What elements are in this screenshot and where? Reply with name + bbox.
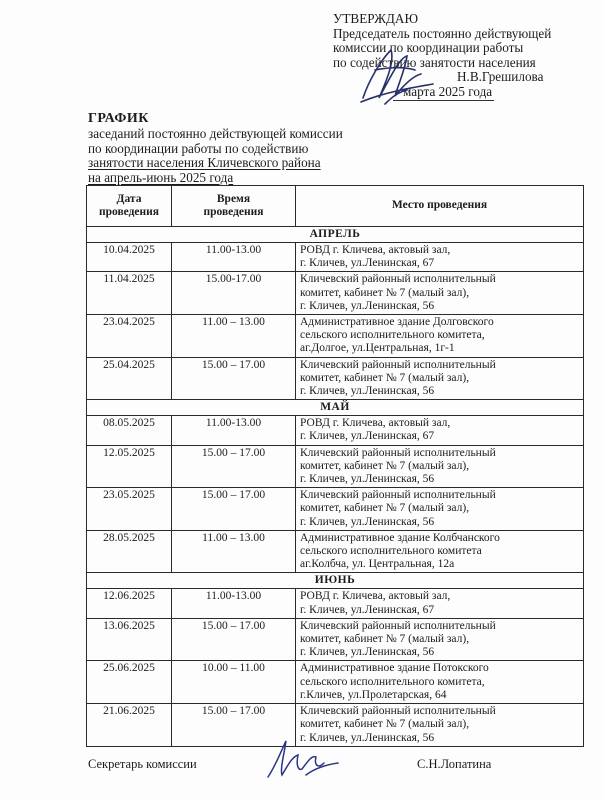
place-line: г. Кличев, ул.Ленинская, 56 [300,299,435,312]
place-line: г. Кличев, ул.Ленинская, 56 [300,515,435,528]
meeting-date: 23.05.2025 [87,488,172,531]
meeting-time: 15.00 – 17.00 [172,357,296,400]
place-line: Кличевский районный исполнительный [300,273,496,286]
month-row [87,227,584,243]
header-date [87,186,172,227]
table-row [87,315,584,358]
meeting-date: 25.06.2025 [87,661,172,704]
meeting-time: 11.00 – 13.00 [172,315,296,358]
approval-line: Председатель постоянно действующей [333,25,552,41]
place-line: комитет, кабинет № 7 (малый зал), [300,718,470,731]
place-line: г.Кличев, ул.Пролетарская, 64 [300,688,447,701]
place-line: РОВД г. Кличева, актовый зал, [300,590,451,603]
meeting-date: 12.06.2025 [87,589,172,618]
title-line: занятости населения Кличевского района [88,155,321,171]
meeting-place [296,661,584,704]
place-line: комитет, кабинет № 7 (малый зал), [300,371,470,384]
place-line: комитет, кабинет № 7 (малый зал), [300,633,470,646]
header-date-line: проведения [98,206,160,218]
meeting-time: 15.00 – 17.00 [172,704,296,747]
place-line: РОВД г. Кличева, актовый зал, [300,417,451,430]
document-title [88,112,408,185]
place-line: г. Кличев, ул.Ленинская, 56 [300,385,435,398]
table-row [87,416,584,445]
meeting-place [296,315,584,358]
place-line: аг.Колбча, ул. Центральная, 12а [300,558,455,571]
month-label: АПРЕЛЬ [87,227,584,243]
place-line: Кличевский районный исполнительный [300,358,496,371]
meeting-place [296,243,584,272]
place-line: г. Кличев, ул.Ленинская, 56 [300,473,435,486]
place-line: сельского исполнительного комитета, [300,675,485,688]
meeting-place [296,618,584,661]
meeting-date: 28.05.2025 [87,530,172,573]
meeting-date: 11.04.2025 [87,272,172,315]
secretary-signature [262,735,342,785]
meeting-place [296,445,584,488]
place-line: г. Кличев, ул.Ленинская, 67 [300,603,435,616]
title-heading: ГРАФИК [88,111,149,126]
title-line: заседаний постоянно действующей комиссии [88,126,343,142]
place-line: Кличевский районный исполнительный [300,705,496,718]
meeting-date: 12.05.2025 [87,445,172,488]
secretary-name: С.Н.Лопатина [417,757,492,771]
approval-line: комиссии по координации работы [333,40,524,56]
schedule-table [86,185,584,747]
place-line: сельского исполнительного комитета, [300,329,485,342]
meeting-date: 13.06.2025 [87,618,172,661]
table-row [87,445,584,488]
approver-signature [355,40,435,110]
month-row [87,400,584,416]
meeting-date: 21.06.2025 [87,704,172,747]
place-line: Кличевский районный исполнительный [300,446,496,459]
meeting-time: 11.00-13.00 [172,243,296,272]
month-row [87,573,584,589]
table-row [87,272,584,315]
meeting-time: 11.00-13.00 [172,416,296,445]
meeting-place [296,357,584,400]
table-row [87,661,584,704]
table-row [87,618,584,661]
title-period: на апрель-июнь 2025 года [88,169,234,185]
meeting-time: 15.00 – 17.00 [172,618,296,661]
header-time-line: Время [216,192,251,205]
place-line: аг.Долгое, ул.Центральная, 1г-1 [300,342,455,355]
approver-name: Н.В.Грешилова [457,69,544,85]
table-row [87,589,584,618]
header-time-line: проведения [203,206,264,218]
meeting-place [296,488,584,531]
header-time [172,186,296,227]
approval-line: по содействию занятости населения [333,54,536,70]
meeting-time: 11.00 – 13.00 [172,530,296,573]
month-label: МАЙ [87,400,584,416]
place-line: г. Кличев, ул.Ленинская, 56 [300,731,435,744]
meeting-time: 15.00-17.00 [172,272,296,315]
place-line: комитет, кабинет № 7 (малый зал), [300,286,470,299]
meeting-place [296,589,584,618]
approval-heading: УТВЕРЖДАЮ [333,11,419,26]
meeting-date: 25.04.2025 [87,357,172,400]
place-line: Административное здание Колбчанского [300,531,500,544]
table-row [87,488,584,531]
table-row [87,357,584,400]
place-line: г. Кличев, ул.Ленинская, 56 [300,646,435,659]
place-line: РОВД г. Кличева, актовый зал, [300,244,451,256]
place-line: Административное здание Долговского [300,316,494,329]
meeting-time: 11.00-13.00 [172,589,296,618]
meeting-place [296,272,584,315]
secretary-label: Секретарь комиссии [88,757,197,771]
table-row [87,530,584,573]
meeting-place [296,416,584,445]
place-line: Административное здание Потокского [300,662,489,675]
meeting-date: 08.05.2025 [87,416,172,445]
place-line: Кличевский районный исполнительный [300,619,496,632]
meeting-time: 10.00 – 11.00 [172,661,296,704]
meeting-place [296,530,584,573]
table-header-row [87,186,584,227]
meeting-date: 10.04.2025 [87,243,172,272]
place-line: комитет, кабинет № 7 (малый зал), [300,459,470,472]
title-line: по координации работы по содействию [88,140,309,156]
header-place: Место проведения [296,186,584,227]
approval-date: марта 2025 года [393,85,494,101]
month-label: ИЮНЬ [87,573,584,589]
place-line: комитет, кабинет № 7 (малый зал), [300,502,470,515]
meeting-time: 15.00 – 17.00 [172,445,296,488]
place-line: Кличевский районный исполнительный [300,489,496,502]
meeting-date: 23.04.2025 [87,315,172,358]
place-line: сельского исполнительного комитета [300,545,482,558]
table-row [87,243,584,272]
meeting-time: 15.00 – 17.00 [172,488,296,531]
place-line: г. Кличев, ул.Ленинская, 67 [300,430,435,443]
header-date-line: Дата [116,192,142,205]
place-line: г. Кличев, ул.Ленинская, 67 [300,257,435,270]
